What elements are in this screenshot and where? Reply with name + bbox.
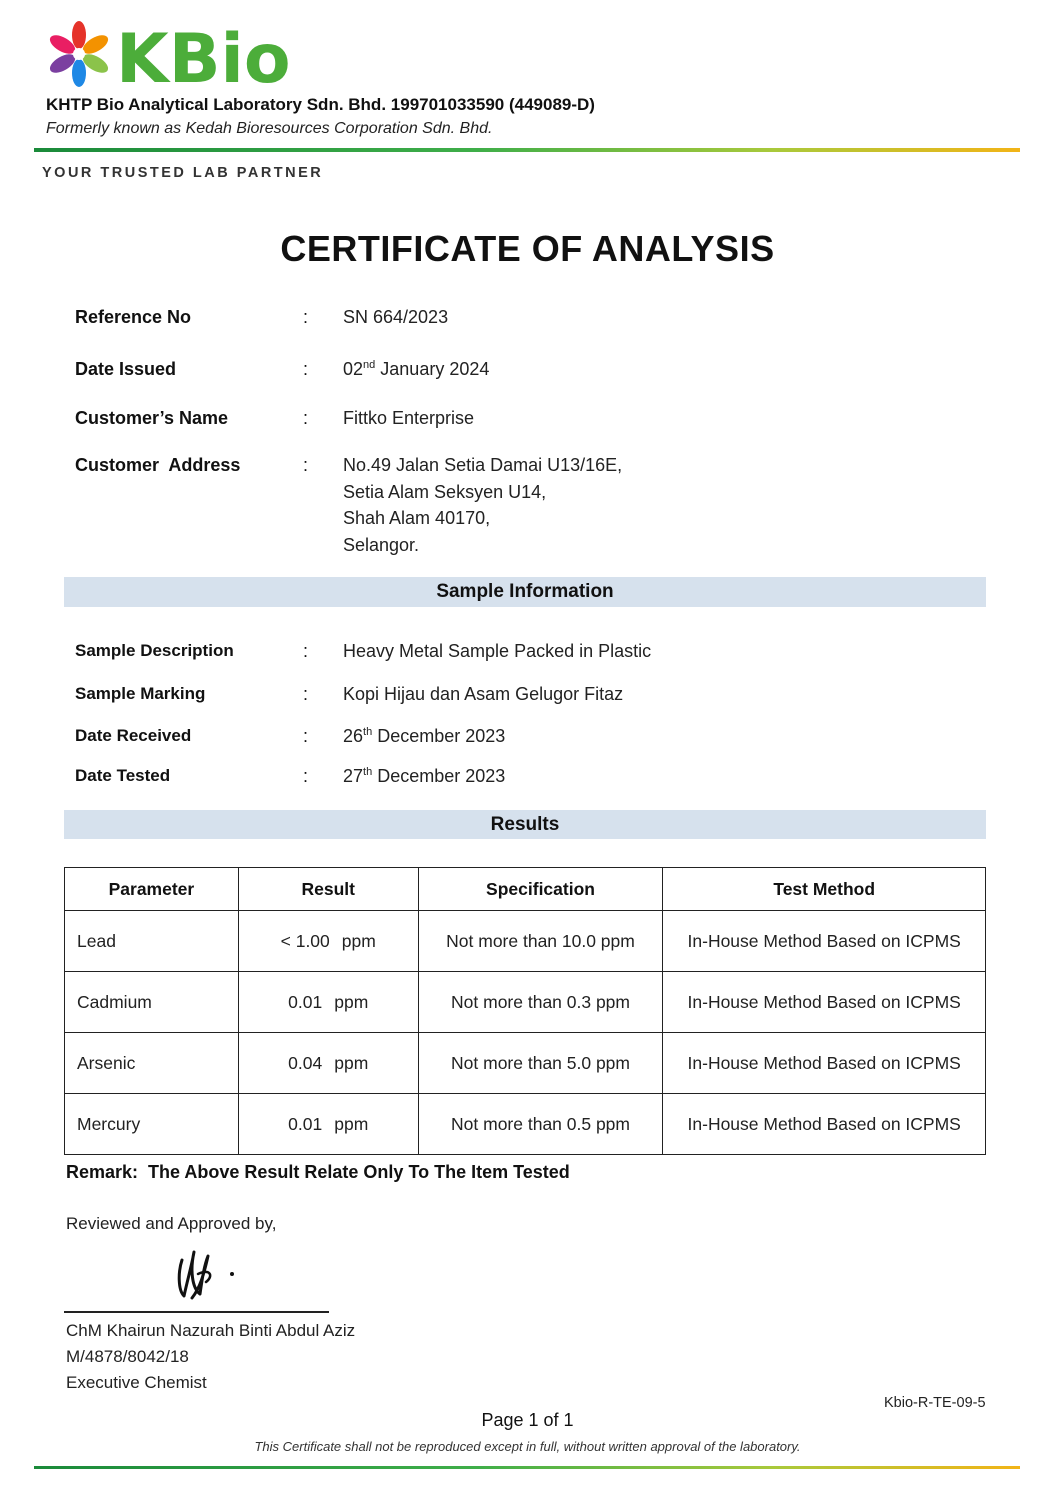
colon: : — [303, 455, 309, 475]
company-name-line — [46, 95, 595, 115]
document-title: CERTIFICATE OF ANALYSIS — [280, 228, 775, 269]
colon: : — [303, 766, 309, 786]
specification-cell: Not more than 5.0 ppm — [418, 1033, 663, 1094]
signer-registration: M/4878/8042/18 — [66, 1347, 189, 1366]
parameter-cell: Lead — [65, 911, 239, 972]
tagline: YOUR TRUSTED LAB PARTNER — [42, 165, 324, 181]
date-tested-value: 27th December 2023 — [343, 766, 506, 786]
date-issued-value: 02nd January 2024 — [343, 359, 490, 379]
sample-description-label: Sample Description — [75, 641, 234, 660]
parameter-cell: Mercury — [65, 1094, 239, 1155]
sample-information-heading: Sample Information — [64, 577, 986, 607]
customer-address-label: Customer Address — [75, 455, 241, 475]
parameter-cell: Arsenic — [65, 1033, 239, 1094]
column-header-test-method: Test Method — [663, 868, 986, 911]
table-row — [65, 1094, 986, 1155]
reference-label: Reference No — [75, 307, 192, 327]
specification-cell: Not more than 0.5 ppm — [418, 1094, 663, 1155]
method-cell: In-House Method Based on ICPMS — [663, 1033, 986, 1094]
sample-marking-label: Sample Marking — [75, 684, 206, 703]
sample-marking-value: Kopi Hijau dan Asam Gelugor Fitaz — [343, 684, 624, 704]
page-number: Page 1 of 1 — [481, 1410, 574, 1430]
column-header-result: Result — [238, 868, 418, 911]
remark-text: The Above Result Relate Only To The Item Tested — [148, 1162, 570, 1182]
date-received-label: Date Received — [75, 726, 192, 745]
signature-image — [170, 1238, 250, 1302]
header-divider — [34, 148, 1020, 152]
result-cell: 0.04 ppm — [238, 1033, 418, 1094]
specification-cell: Not more than 10.0 ppm — [418, 911, 663, 972]
reference-value: SN 664/2023 — [343, 307, 449, 327]
result-cell: 0.01 ppm — [238, 1094, 418, 1155]
date-issued-label: Date Issued — [75, 359, 177, 379]
method-cell: In-House Method Based on ICPMS — [663, 911, 986, 972]
signer-position: Executive Chemist — [66, 1373, 207, 1392]
colon: : — [303, 307, 309, 327]
table-row — [65, 1033, 986, 1094]
colon: : — [303, 641, 309, 661]
parameter-cell: Cadmium — [65, 972, 239, 1033]
sample-description-value: Heavy Metal Sample Packed in Plastic — [343, 641, 652, 661]
disclaimer: This Certificate shall not be reproduced except in full, without written approval of the laboratory. — [254, 1439, 801, 1454]
company-name: KHTP Bio Analytical Laboratory Sdn. Bhd. — [46, 95, 387, 114]
reviewed-approved-text: Reviewed and Approved by, — [66, 1214, 277, 1233]
date-received-value: 26th December 2023 — [343, 726, 506, 746]
signer-name: ChM Khairun Nazurah Binti Abdul Aziz — [66, 1321, 356, 1340]
result-cell: 0.01 ppm — [238, 972, 418, 1033]
customer-name-label: Customer’s Name — [75, 408, 229, 428]
results-table — [64, 867, 986, 1155]
column-header-specification: Specification — [418, 868, 663, 911]
method-cell: In-House Method Based on ICPMS — [663, 972, 986, 1033]
formerly-known-as: Formerly known as Kedah Bioresources Corporation Sdn. Bhd. — [46, 120, 493, 137]
method-cell: In-House Method Based on ICPMS — [663, 1094, 986, 1155]
customer-name-value: Fittko Enterprise — [343, 408, 475, 428]
results-heading: Results — [64, 810, 986, 839]
colon: : — [303, 408, 309, 428]
company-registration: 199701033590 (449089-D) — [390, 95, 595, 114]
table-row — [65, 911, 986, 972]
remark-label: Remark: — [66, 1162, 139, 1182]
svg-text:KBio: KBio — [116, 20, 291, 90]
result-cell: < 1.00 ppm — [238, 911, 418, 972]
table-row — [65, 972, 986, 1033]
colon: : — [303, 726, 309, 746]
document-reference-code: Kbio-R-TE-09-5 — [884, 1395, 986, 1411]
colon: : — [303, 359, 309, 379]
table-header-row — [65, 868, 986, 911]
date-tested-label: Date Tested — [75, 766, 171, 785]
kbio-logo — [44, 18, 304, 90]
footer-divider — [34, 1466, 1020, 1469]
customer-address-value: No.49 Jalan Setia Damai U13/16E, Setia Alam Seksyen U14, Shah Alam 40170, Selangor. — [343, 455, 623, 555]
colon: : — [303, 684, 309, 704]
signature-line — [64, 1311, 329, 1313]
column-header-parameter: Parameter — [65, 868, 239, 911]
remark — [66, 1162, 570, 1183]
specification-cell: Not more than 0.3 ppm — [418, 972, 663, 1033]
